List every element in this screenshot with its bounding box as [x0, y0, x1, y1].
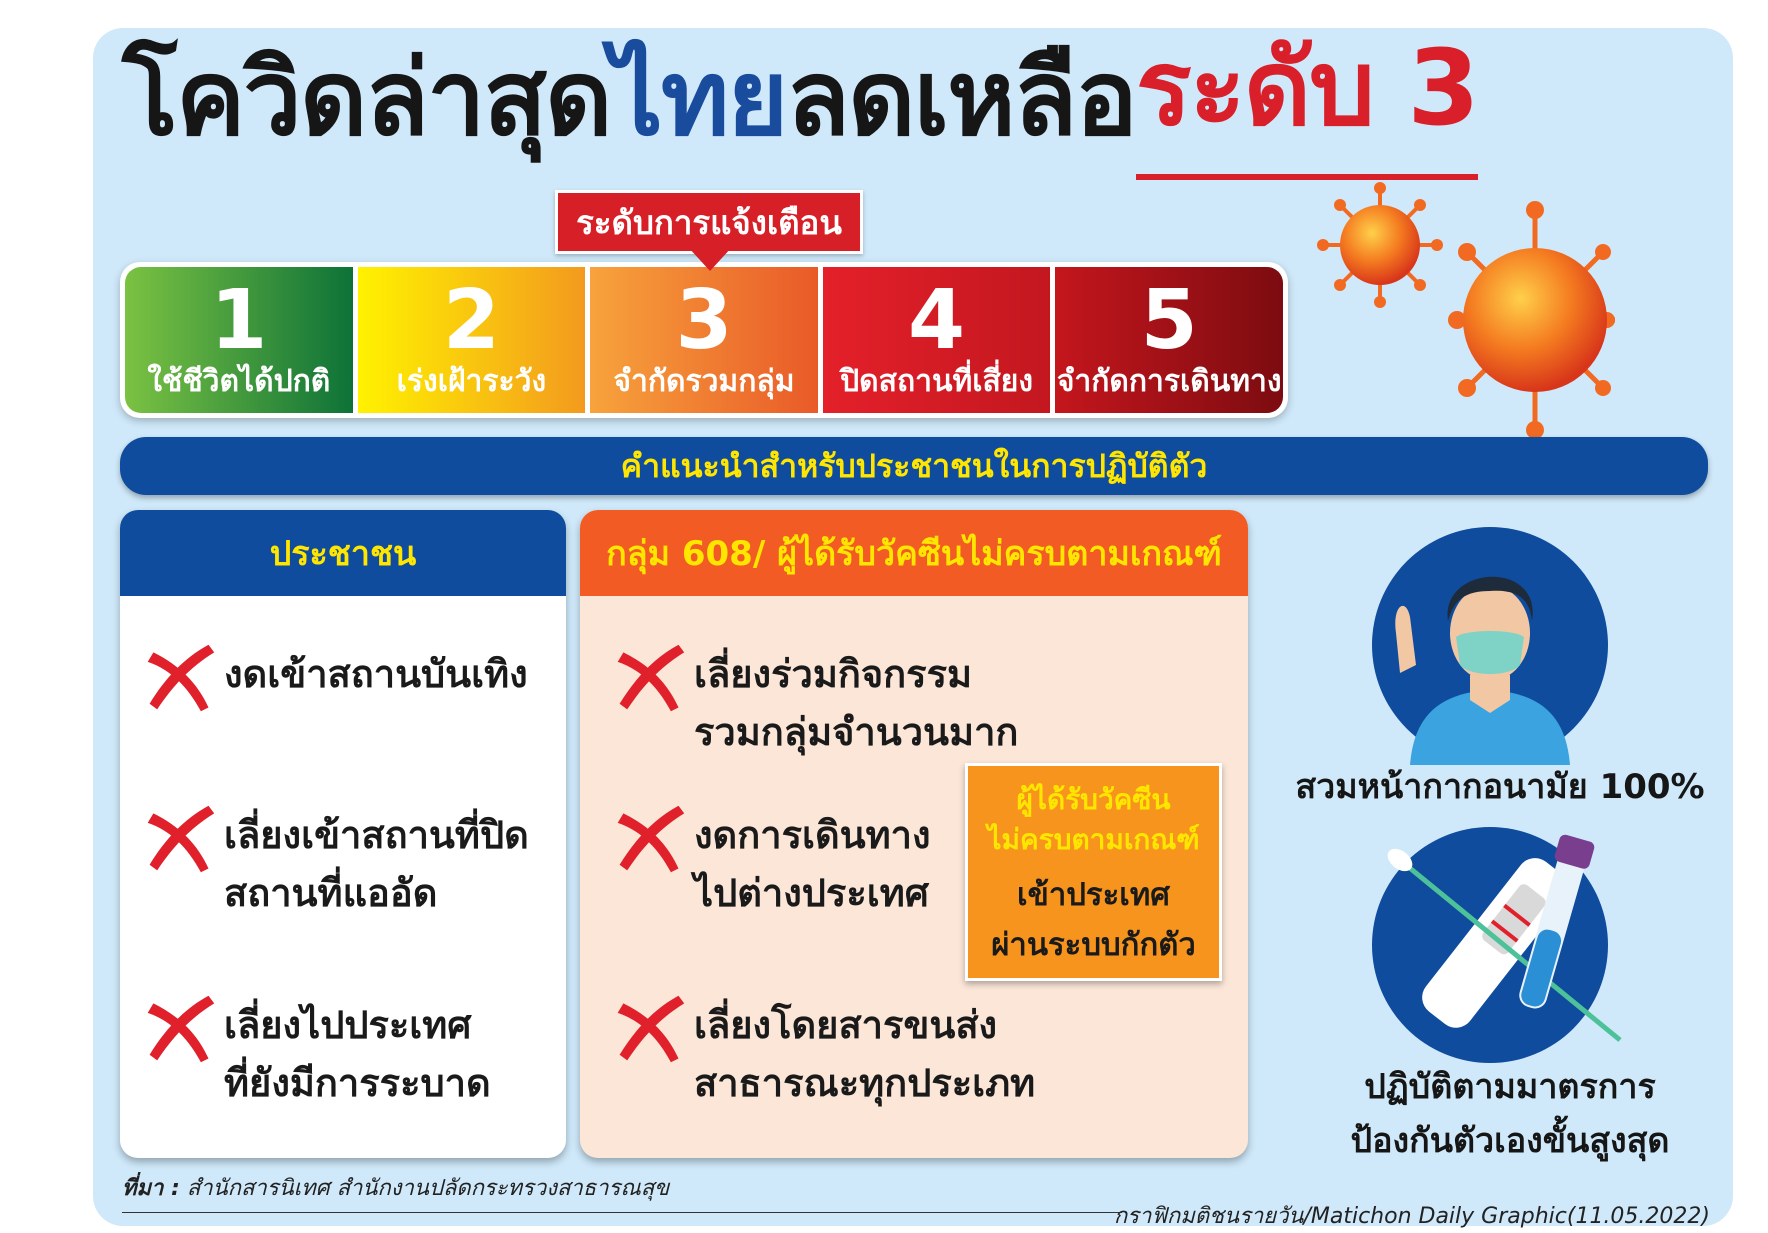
mask-caption: สวมหน้ากากอนามัย 100% — [1295, 767, 1705, 807]
public-box-title: ประชาชน — [120, 510, 566, 596]
level-label: ใช้ชีวิตได้ปกติ — [147, 364, 331, 399]
headline-part-1: โควิดล่าสุด — [122, 37, 611, 159]
note-bottom-line: เข้าประเทศ — [1017, 877, 1170, 913]
group-advice-item — [612, 806, 931, 922]
note-top-line: ไม่ครบตามเกณฑ์ — [987, 823, 1200, 856]
source-note — [122, 1170, 669, 1205]
alert-levels-bar — [120, 262, 1288, 418]
alert-pointer — [688, 247, 732, 271]
item-line: เลี่ยงโดยสารขนส่ง — [694, 1003, 998, 1047]
note-top-line: ผู้ได้รับวัคซีน — [1016, 783, 1171, 816]
alert-level-tag: ระดับการแจ้งเตือน — [555, 190, 863, 254]
level-3 — [590, 267, 818, 413]
footer-divider — [122, 1212, 1122, 1213]
level-label: จำกัดการเดินทาง — [1056, 364, 1282, 399]
note-bottom-line: ผ่านระบบกักตัว — [991, 927, 1196, 963]
headline-part-2: ไทย — [610, 37, 787, 159]
quarantine-note — [965, 763, 1222, 981]
x-mark-icon — [142, 800, 218, 880]
public-advice-item — [142, 996, 491, 1112]
x-mark-icon — [612, 990, 688, 1070]
public-advice-item — [142, 806, 529, 922]
item-line: งดเข้าสถานบันเทิง — [224, 652, 528, 696]
level-number: 1 — [210, 273, 268, 368]
advice-banner: คำแนะนำสำหรับประชาชนในการปฏิบัติตัว — [120, 437, 1708, 495]
source-text: สำนักสารนิเทศ สำนักงานปลัดกระทรวงสาธารณสุข — [186, 1176, 670, 1201]
item-line: ที่ยังมีการระบาด — [224, 1061, 491, 1105]
level-number: 5 — [1140, 273, 1198, 368]
level-label: เร่งเฝ้าระวัง — [396, 364, 547, 399]
level-label: ปิดสถานที่เสี่ยง — [840, 364, 1034, 399]
x-mark-icon — [142, 990, 218, 1070]
x-mark-icon — [612, 800, 688, 880]
level-1 — [125, 267, 353, 413]
item-line: รวมกลุ่มจำนวนมาก — [694, 710, 1019, 754]
person-mask-icon — [1370, 525, 1610, 765]
x-mark-icon — [612, 639, 688, 719]
level-2 — [358, 267, 586, 413]
public-advice-item — [142, 645, 528, 719]
measures-caption — [1290, 1060, 1730, 1168]
item-line: สถานที่แออัด — [224, 871, 438, 915]
item-line: สาธารณะทุกประเภท — [694, 1061, 1036, 1105]
virus-icon — [1315, 180, 1615, 440]
group-advice-item — [612, 996, 1035, 1112]
measures-caption-line: ปฏิบัติตามมาตรการ — [1364, 1067, 1656, 1107]
test-kit-icon — [1370, 820, 1630, 1070]
headline-part-3: ลดเหลือ — [786, 37, 1136, 159]
group-advice-item — [612, 645, 1018, 761]
level-4 — [823, 267, 1051, 413]
level-number: 2 — [442, 273, 500, 368]
headline-part-4: ระดับ 3 — [1136, 5, 1478, 180]
level-5 — [1055, 267, 1283, 413]
source-label: ที่มา : — [122, 1176, 180, 1201]
item-line: ไปต่างประเทศ — [694, 871, 929, 915]
level-number: 3 — [675, 273, 733, 368]
item-line: เลี่ยงไปประเทศ — [224, 1003, 472, 1047]
level-number: 4 — [908, 273, 966, 368]
level-label: จำกัดรวมกลุ่ม — [613, 364, 795, 399]
headline — [122, 27, 1478, 180]
item-line: งดการเดินทาง — [694, 813, 931, 857]
item-line: เลี่ยงร่วมกิจกรรม — [694, 652, 973, 696]
item-line: เลี่ยงเข้าสถานที่ปิด — [224, 813, 529, 857]
x-mark-icon — [142, 639, 218, 719]
graphic-credit: กราฟิกมติชนรายวัน/Matichon Daily Graphic(11.05.2022) — [1113, 1204, 1710, 1229]
measures-caption-line: ป้องกันตัวเองขั้นสูงสุด — [1350, 1121, 1670, 1161]
group-608-box-title: กลุ่ม 608/ ผู้ได้รับวัคซีนไม่ครบตามเกณฑ์ — [580, 510, 1248, 596]
